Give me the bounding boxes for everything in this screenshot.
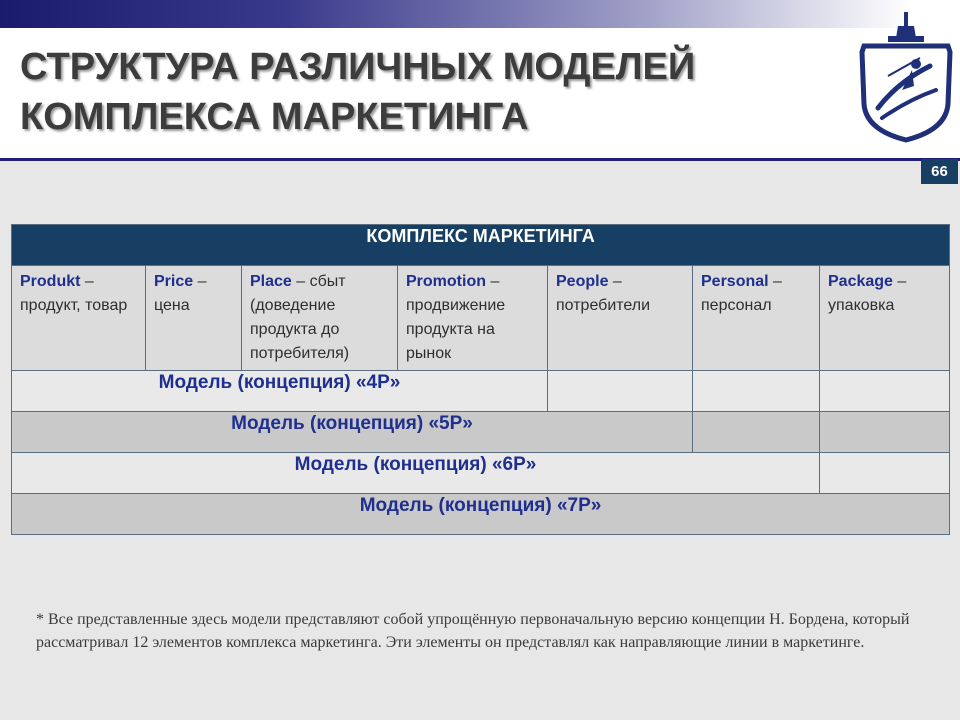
footnote: * Все представленные здесь модели представляют собой упрощённую первоначальную версию концепции Н. Бордена, который рассматривал 12 элементов комплекса маркетинга. Эти элементы он представлял как направляющие линии в маркетинге. <box>36 611 910 651</box>
element-term: Personal <box>701 273 769 290</box>
page-number-badge: 66 <box>921 159 958 184</box>
element-cell-personal <box>693 266 820 371</box>
element-term: Produkt <box>20 273 81 290</box>
empty-cell <box>820 453 950 494</box>
element-cell-people <box>548 266 693 371</box>
model-label-6p: Модель (концепция) «6Р» <box>12 453 820 494</box>
empty-cell <box>693 371 820 412</box>
model-row-6p <box>12 453 950 494</box>
model-label-7p: Модель (концепция) «7Р» <box>12 494 950 535</box>
element-desc: – упаковка <box>828 273 907 314</box>
element-desc: – цена <box>154 273 207 314</box>
element-term: People <box>556 273 609 290</box>
header-divider <box>0 158 960 161</box>
element-term: Place <box>250 273 292 290</box>
element-term: Package <box>828 273 893 290</box>
element-desc: – сбыт (доведение продукта до потребителя) <box>250 273 350 362</box>
model-label-5p: Модель (концепция) «5Р» <box>12 412 693 453</box>
model-label-4p: Модель (концепция) «4Р» <box>12 371 548 412</box>
element-cell-promotion <box>398 266 548 371</box>
title-line-2: КОМПЛЕКСА МАРКЕТИНГА <box>20 96 529 138</box>
emblem-logo-icon <box>858 12 954 144</box>
element-desc: – продвижение продукта на рынок <box>406 273 506 362</box>
table-header-row <box>12 225 950 266</box>
empty-cell <box>693 412 820 453</box>
table-header: КОМПЛЕКС МАРКЕТИНГА <box>12 225 950 266</box>
empty-cell <box>548 371 693 412</box>
elements-row <box>12 266 950 371</box>
model-row-5p <box>12 412 950 453</box>
model-row-7p <box>12 494 950 535</box>
element-term: Promotion <box>406 273 486 290</box>
page-title <box>20 42 820 142</box>
element-desc: – потребители <box>556 273 651 314</box>
element-cell-price <box>146 266 242 371</box>
element-cell-package <box>820 266 950 371</box>
element-cell-produkt <box>12 266 146 371</box>
top-gradient-bar <box>0 0 960 28</box>
empty-cell <box>820 412 950 453</box>
model-row-4p <box>12 371 950 412</box>
element-desc: – продукт, товар <box>20 273 128 314</box>
empty-cell <box>820 371 950 412</box>
element-term: Price <box>154 273 194 290</box>
title-line-1: СТРУКТУРА РАЗЛИЧНЫХ МОДЕЛЕЙ <box>20 46 696 88</box>
element-cell-place <box>242 266 398 371</box>
marketing-mix-table <box>11 224 950 535</box>
element-desc: – персонал <box>701 273 782 314</box>
